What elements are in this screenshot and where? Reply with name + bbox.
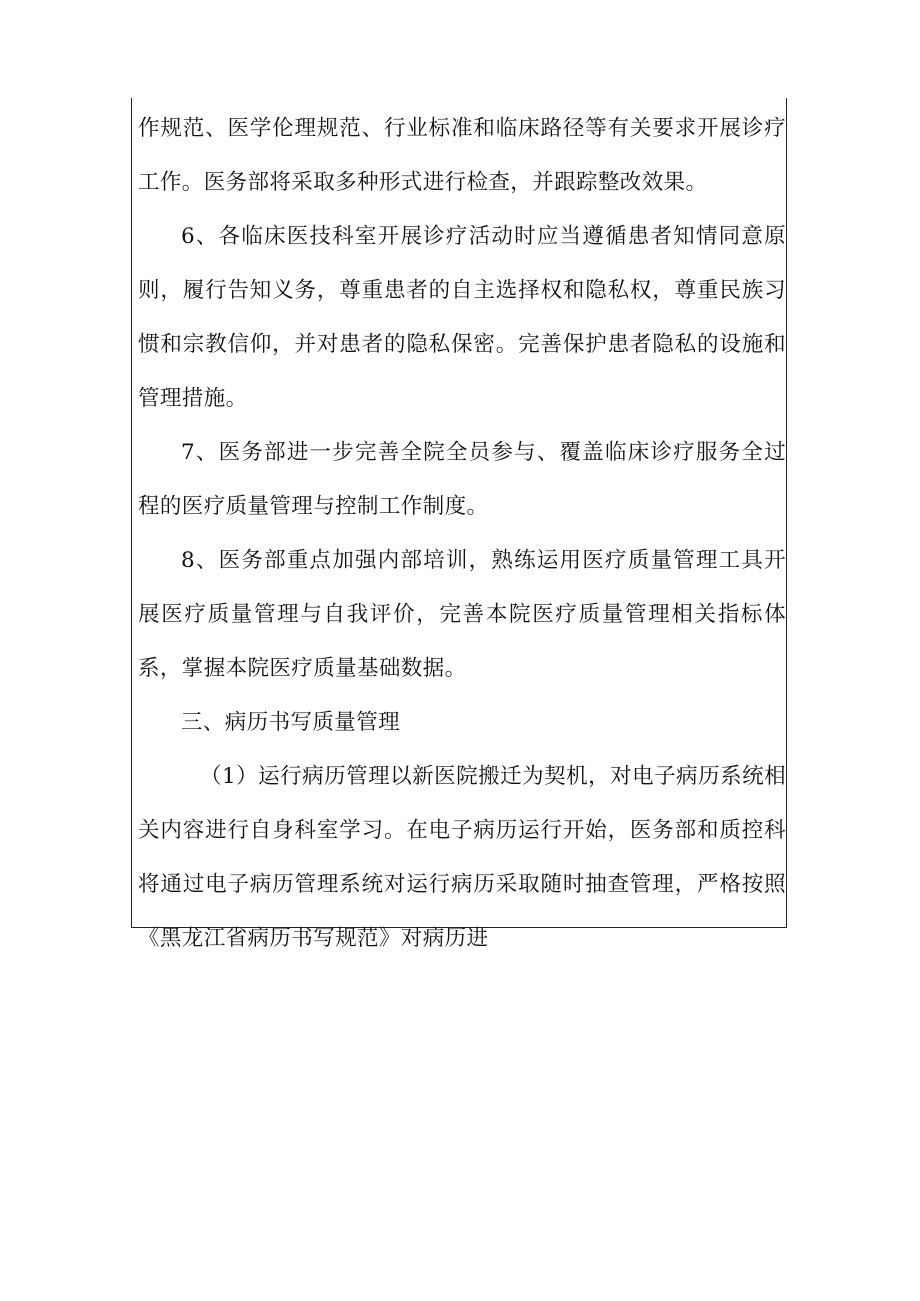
paragraph-sub-1: （1）运行病历管理以新医院搬迁为契机，对电子病历系统相关内容进行自身科室学习。在电子病历运行开始，医务部和质控科将通过电子病历管理系统对运行病历采取随时抽查管理，严格按照《黑龙江省病历书写规范》对病历进 xyxy=(138,764,786,951)
document-body xyxy=(138,102,786,966)
paragraph-item-8: 8、医务部重点加强内部培训，熟练运用医疗质量管理工具开展医疗质量管理与自我评价，完善本院医疗质量管理相关指标体系，掌握本院医疗质量基础数据。 xyxy=(138,548,786,681)
paragraph-item-7: 7、医务部进一步完善全院全员参与、覆盖临床诊疗服务全过程的医疗质量管理与控制工作制度。 xyxy=(138,440,786,519)
paragraph-item-6: 6、各临床医技科室开展诊疗活动时应当遵循患者知情同意原则，履行告知义务，尊重患者的自主选择权和隐私权，尊重民族习惯和宗教信仰，并对患者的隐私保密。完善保护患者隐私的设施和管理措施。 xyxy=(138,224,786,411)
paragraph-continuation: 作规范、医学伦理规范、行业标准和临床路径等有关要求开展诊疗工作。医务部将采取多种形式进行检查，并跟踪整改效果。 xyxy=(138,116,786,195)
section-heading-3: 三、病历书写质量管理 xyxy=(181,710,401,735)
